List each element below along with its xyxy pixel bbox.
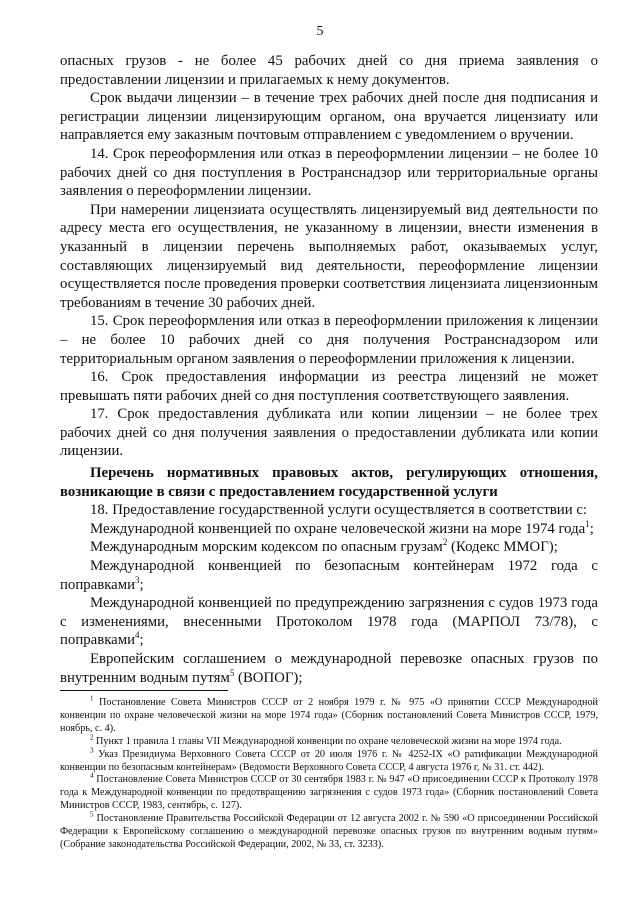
footnote-text: Постановление Совета Министров СССР от 2 ноября 1979 г. № 975 «О принятии СССР Международной конвенции по охране человеческой жизни на море 1974 года» (Сборник постановлений Совета Министров СССР, 1979, ноябрь, с. 4). [60,697,599,734]
act-item [60,650,598,687]
footnote-ref: 3 [135,574,140,585]
footnote [60,733,598,749]
act-text: Международной конвенцией по безопасным контейнерам 1972 года с поправками [60,558,598,593]
footnote [60,810,599,852]
paragraph: 14. Срок переоформления или отказ в переоформлении лицензии – не более 10 рабочих дней со дня поступления в Ространснадзор или территориальные органы заявления о переоформлении лицензии. [60,145,598,200]
act-text: Международной конвенцией по охране человеческой жизни на море 1974 года [90,520,586,537]
section-heading: Перечень нормативных правовых актов, регулирующих отношения, возникающие в связи с предоставлением государственной услуги [60,465,598,500]
paragraph: 16. Срок предоставления информации из реестра лицензий не может превышать пяти рабочих дней со дня поступления соответствующего заявления. [60,369,598,404]
act-tail: (Кодекс ММОГ); [447,539,558,556]
act-tail: ; [589,520,594,537]
footnote-text: Постановление Совета Министров СССР от 30 сентября 1983 г. № 947 «О присоединении СССР к Протоколу 1978 года к Международной конвенции по предотвращению загрязнения с судов 1973 года» (Сборник постановлений Совета Министров СССР, 1983, сентябрь, с. 127). [60,774,599,812]
footnote [60,694,599,736]
act-tail: ; [139,576,144,593]
act-text: Международной конвенцией по предупреждению загрязнения с судов 1973 года с изменениями, внесенными Протоколом 1978 года (МАРПОЛ 73/78), с поправками [60,595,598,649]
footnote-mark: 2 [90,733,94,742]
act-tail: ; [139,632,144,649]
paragraph: опасных грузов - не более 45 рабочих дней со дня приема заявления о предоставлении лицензии и прилагаемых к нему документов. [60,53,598,88]
footnote-divider [60,690,228,691]
footnote-ref: 5 [229,667,235,678]
act-text: Европейским соглашением о международной перевозке опасных грузов по внутренним водным путям [60,651,598,686]
footnote-ref: 4 [135,630,140,641]
act-item [60,538,598,557]
footnote-mark: 5 [90,810,94,819]
footnote [60,774,598,813]
footnote-text: Пункт 1 правила 1 главы VII Международной конвенции по охране человеческой жизни на море 1974 года. [96,735,562,747]
footnote-text: Указ Президиума Верховного Совета СССР от 20 июля 1976 г. № 4252-IX «О ратификации Международной конвенции по безопасным контейнерам» (Ведомости Верховного Совета СССР, 4 августа 1976 г, № 31. ст. 442). [60,748,598,773]
act-text: Международным морским кодексом по опасным грузам [90,539,443,556]
footnote-mark: 1 [90,694,94,703]
paragraph: Срок выдачи лицензии – в течение трех рабочих дней после дня подписания и регистрации лицензии лицензирующим органом, она вручается лицензиату или направляется ему заказным почтовым отправлением с уведомлением о вручении. [60,90,598,144]
paragraph: 17. Срок предоставления дубликата или копии лицензии – не более трех рабочих дней со дня получения заявления о предоставлении дубликата или копии лицензии. [60,406,598,460]
footnote [60,746,598,775]
footnote-mark: 4 [90,772,94,781]
act-tail: (ВОПОГ); [234,669,303,686]
paragraph: При намерении лицензиата осуществлять лицензируемый вид деятельности по адресу места его осуществления, не указанному в лицензии, внести изменения в указанный в лицензии перечень выполняемых работ, оказываемых услуг, составляющих лицензируемый вид деятельности, переоформление лицензии осуществляется после проведения проверки соответствия лицензиата лицензионным требованиям в течение 30 рабочих дней. [60,201,598,311]
act-item [60,594,598,650]
acts-intro: 18. Предоставление государственной услуги осуществляется в соответствии с: [90,502,588,519]
act-item [60,557,598,594]
footnote-ref: 2 [442,537,448,548]
footnote-text: Постановление Правительства Российской Федерации от 12 августа 2002 г. № 590 «О присоединении Российской Федерации к Европейскому соглашению о международной перевозке опасных грузов по внутренним водным путям» (Собрание законодательства Российской Федерации, 2002, № 33, ст. 3233). [60,813,599,850]
paragraph: 15. Срок переоформления или отказ в переоформлении приложения к лицензии – не более 10 рабочих дней со дня получения Ространснадзором или территориальным органом заявления о переоформлении приложения к лицензии. [60,313,598,367]
footnote-ref: 1 [585,518,590,529]
footnotes [60,694,599,852]
page-number: 5 [316,24,324,39]
document-body [60,52,598,687]
act-item [60,520,598,539]
footnote-mark: 3 [90,746,94,755]
